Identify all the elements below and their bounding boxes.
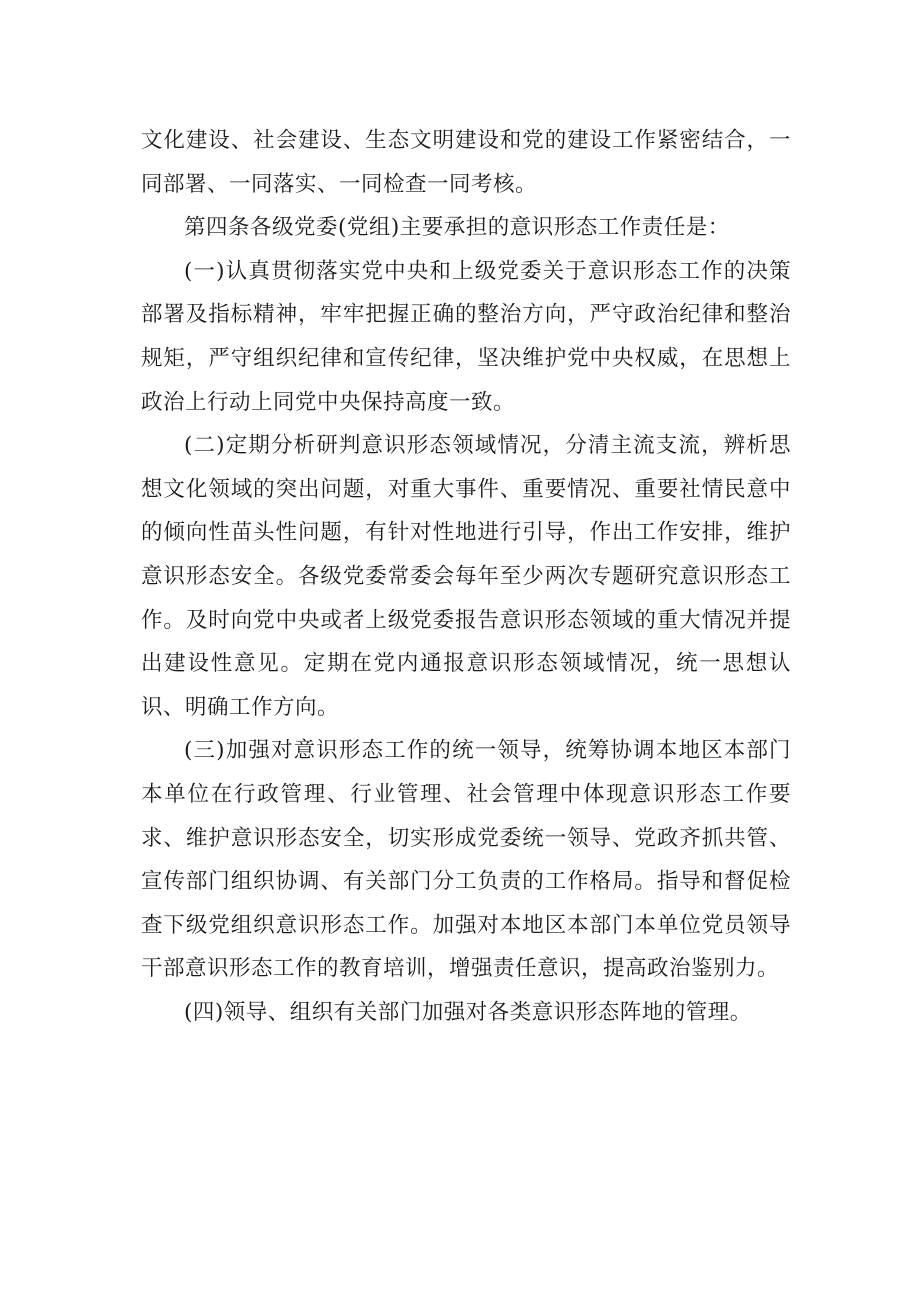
document-body: [141, 119, 791, 1034]
paragraph-item-1: (一)认真贯彻落实党中央和上级党委关于意识形态工作的决策部署及指标精神，牢牢把握正确的整治方向，严守政治纪律和整治规矩，严守组织纪律和宣传纪律，坚决维护党中央权威，在思想上政治上行动上同党中央保持高度一致。: [141, 258, 791, 415]
paragraph-item-2: (二)定期分析研判意识形态领域情况，分清主流支流，辨析思想文化领域的突出问题，对重大事件、重要情况、重要社情民意中的倾向性苗头性问题，有针对性地进行引导，作出工作安排，维护意识形态安全。各级党委常委会每年至少两次专题研究意识形态工作。及时向党中央或者上级党委报告意识形态领域的重大情况并提出建设性意见。定期在党内通报意识形态领域情况，统一思想认识、明确工作方向。: [141, 433, 791, 720]
paragraph-item-4: (四)领导、组织有关部门加强对各类意识形态阵地的管理。: [184, 999, 752, 1025]
paragraph-article-4: 第四条各级党委(党组)主要承担的意识形态工作责任是：: [184, 215, 730, 241]
paragraph-1: 文化建设、社会建设、生态文明建设和党的建设工作紧密结合，一同部署、一同落实、一同检查一同考核。: [141, 128, 791, 197]
paragraph-item-3: (三)加强对意识形态工作的统一领导，统筹协调本地区本部门本单位在行政管理、行业管理、社会管理中体现意识形态工作要求、维护意识形态安全，切实形成党委统一领导、党政齐抓共管、宣传部门组织协调、有关部门分工负责的工作格局。指导和督促检查下级党组织意识形态工作。加强对本地区本部门本单位党员领导干部意识形态工作的教育培训，增强责任意识，提高政治鉴别力。: [141, 738, 791, 982]
